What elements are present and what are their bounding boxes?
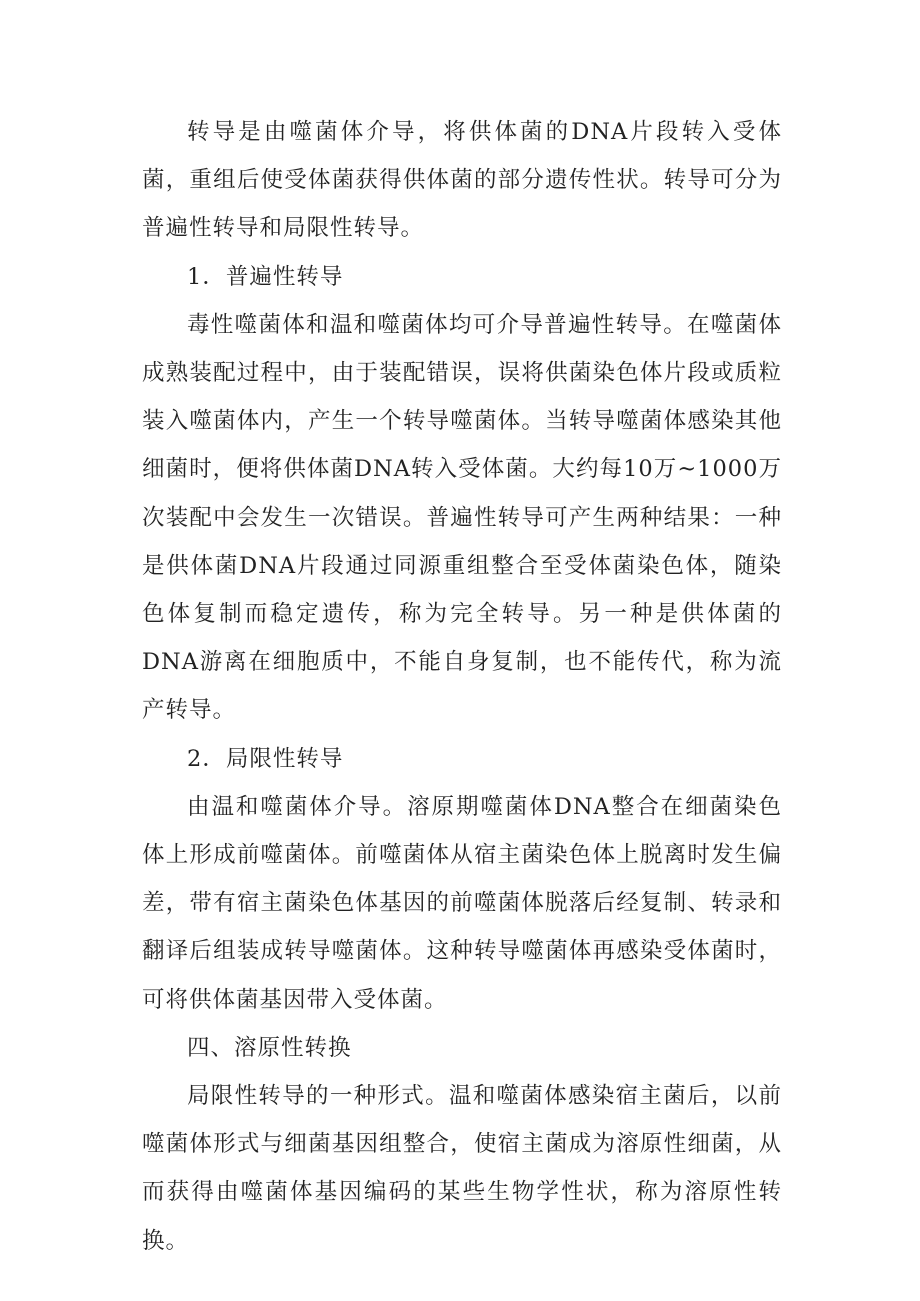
heading-specialized-transduction: 2．局限性转导	[187, 745, 344, 772]
document-body	[142, 108, 782, 1265]
heading-lysogenic-conversion: 四、溶原性转换	[187, 1034, 352, 1061]
heading-generalized-transduction: 1．普遍性转导	[187, 263, 344, 290]
paragraph-generalized-transduction: 毒性噬菌体和温和噬菌体均可介导普遍性转导。在噬菌体成熟装配过程中，由于装配错误，误将供菌染色体片段或质粒装入噬菌体内，产生一个转导噬菌体。当转导噬菌体感染其他细菌时，便将供体菌DNA转入受体菌。大约每10万~1000万次装配中会发生一次错误。普遍性转导可产生两种结果：一种是供体菌DNA片段通过同源重组整合至受体菌染色体，随染色体复制而稳定遗传，称为完全转导。另一种是供体菌的DNA游离在细胞质中，不能自身复制，也不能传代，称为流产转导。	[142, 311, 782, 724]
paragraph-lysogenic-conversion: 局限性转导的一种形式。温和噬菌体感染宿主菌后，以前噬菌体形式与细菌基因组整合，使宿主菌成为溶原性细菌，从而获得由噬菌体基因编码的某些生物学性状，称为溶原性转换。	[142, 1083, 782, 1254]
paragraph-specialized-transduction: 由温和噬菌体介导。溶原期噬菌体DNA整合在细菌染色体上形成前噬菌体。前噬菌体从宿主菌染色体上脱离时发生偏差，带有宿主菌染色体基因的前噬菌体脱落后经复制、转录和翻译后组装成转导噬菌体。这种转导噬菌体再感染受体菌时，可将供体菌基因带入受体菌。	[142, 793, 782, 1013]
paragraph-transduction-intro: 转导是由噬菌体介导，将供体菌的DNA片段转入受体菌，重组后使受体菌获得供体菌的部分遗传性状。转导可分为普遍性转导和局限性转导。	[142, 119, 782, 242]
